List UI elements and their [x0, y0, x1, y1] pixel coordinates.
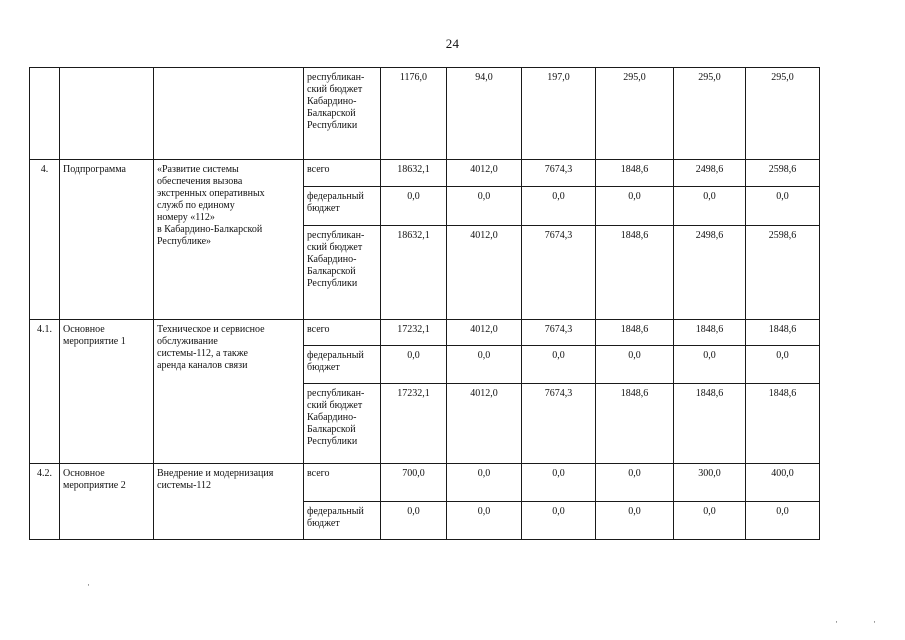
value-cell: 0,0	[447, 464, 522, 502]
value-cell: 0,0	[596, 187, 674, 226]
value-cell: 1848,6	[596, 320, 674, 346]
section-number: 4.2.	[30, 464, 60, 540]
funding-source-label: всего	[304, 160, 381, 187]
value-cell: 1848,6	[596, 160, 674, 187]
value-cell: 0,0	[522, 464, 596, 502]
page-number: 24	[445, 36, 460, 51]
funding-source-label: республикан- ский бюджет Кабардино- Балкарской Республики	[304, 226, 381, 320]
value-cell: 0,0	[746, 346, 820, 384]
value-cell: 295,0	[746, 68, 820, 160]
value-cell: 700,0	[381, 464, 447, 502]
value-cell: 295,0	[674, 68, 746, 160]
value-cell: 2598,6	[746, 226, 820, 320]
funding-source-label: федеральный бюджет	[304, 502, 381, 540]
value-cell: 300,0	[674, 464, 746, 502]
value-cell: 7674,3	[522, 160, 596, 187]
value-cell: 18632,1	[381, 160, 447, 187]
empty-cell	[154, 68, 304, 160]
value-cell: 0,0	[447, 502, 522, 540]
value-cell: 4012,0	[447, 160, 522, 187]
table-row	[30, 320, 820, 346]
funding-source-label: федеральный бюджет	[304, 187, 381, 226]
scan-speck: ·	[835, 617, 838, 627]
value-cell: 7674,3	[522, 320, 596, 346]
value-cell: 0,0	[596, 502, 674, 540]
funding-source-label: федеральный бюджет	[304, 346, 381, 384]
value-cell: 0,0	[522, 187, 596, 226]
value-cell: 17232,1	[381, 384, 447, 464]
value-cell: 197,0	[522, 68, 596, 160]
value-cell: 0,0	[674, 346, 746, 384]
section-type: Основное мероприятие 1	[60, 320, 154, 464]
empty-cell	[60, 68, 154, 160]
table-row	[30, 160, 820, 187]
funding-source-label: всего	[304, 464, 381, 502]
value-cell: 1848,6	[596, 384, 674, 464]
section-type: Подпрограмма	[60, 160, 154, 320]
value-cell: 0,0	[447, 346, 522, 384]
value-cell: 295,0	[596, 68, 674, 160]
value-cell: 94,0	[447, 68, 522, 160]
value-cell: 1176,0	[381, 68, 447, 160]
funding-source-label: республикан- ский бюджет Кабардино- Балкарской Республики	[304, 384, 381, 464]
value-cell: 0,0	[381, 187, 447, 226]
value-cell: 0,0	[381, 502, 447, 540]
value-cell: 7674,3	[522, 384, 596, 464]
section-name: «Развитие системы обеспечения вызова экстренных оперативных служб по единому номеру «112» в Кабардино-Балкарской Республике»	[154, 160, 304, 320]
value-cell: 0,0	[596, 346, 674, 384]
value-cell: 0,0	[674, 187, 746, 226]
value-cell: 0,0	[674, 502, 746, 540]
value-cell: 1848,6	[746, 384, 820, 464]
value-cell: 7674,3	[522, 226, 596, 320]
value-cell: 0,0	[522, 346, 596, 384]
value-cell: 17232,1	[381, 320, 447, 346]
value-cell: 0,0	[447, 187, 522, 226]
value-cell: 1848,6	[674, 384, 746, 464]
section-name: Внедрение и модернизация системы-112	[154, 464, 304, 540]
funding-source-label: всего	[304, 320, 381, 346]
value-cell: 4012,0	[447, 320, 522, 346]
value-cell: 2498,6	[674, 226, 746, 320]
section-type: Основное мероприятие 2	[60, 464, 154, 540]
value-cell: 0,0	[746, 502, 820, 540]
table-row	[30, 464, 820, 502]
value-cell: 4012,0	[447, 226, 522, 320]
value-cell: 1848,6	[746, 320, 820, 346]
budget-table	[29, 67, 820, 540]
section-number: 4.1.	[30, 320, 60, 464]
section-number: 4.	[30, 160, 60, 320]
table-row	[30, 68, 820, 160]
value-cell: 0,0	[596, 464, 674, 502]
value-cell: 0,0	[746, 187, 820, 226]
value-cell: 0,0	[522, 502, 596, 540]
funding-source-label: республикан- ский бюджет Кабардино- Балкарской Республики	[304, 68, 381, 160]
empty-cell	[30, 68, 60, 160]
scan-speck: ·	[873, 617, 876, 627]
value-cell: 2598,6	[746, 160, 820, 187]
value-cell: 2498,6	[674, 160, 746, 187]
value-cell: 18632,1	[381, 226, 447, 320]
value-cell: 400,0	[746, 464, 820, 502]
value-cell: 0,0	[381, 346, 447, 384]
scan-speck: ·	[87, 580, 90, 590]
value-cell: 4012,0	[447, 384, 522, 464]
section-name: Техническое и сервисное обслуживание системы-112, а также аренда каналов связи	[154, 320, 304, 464]
value-cell: 1848,6	[596, 226, 674, 320]
value-cell: 1848,6	[674, 320, 746, 346]
